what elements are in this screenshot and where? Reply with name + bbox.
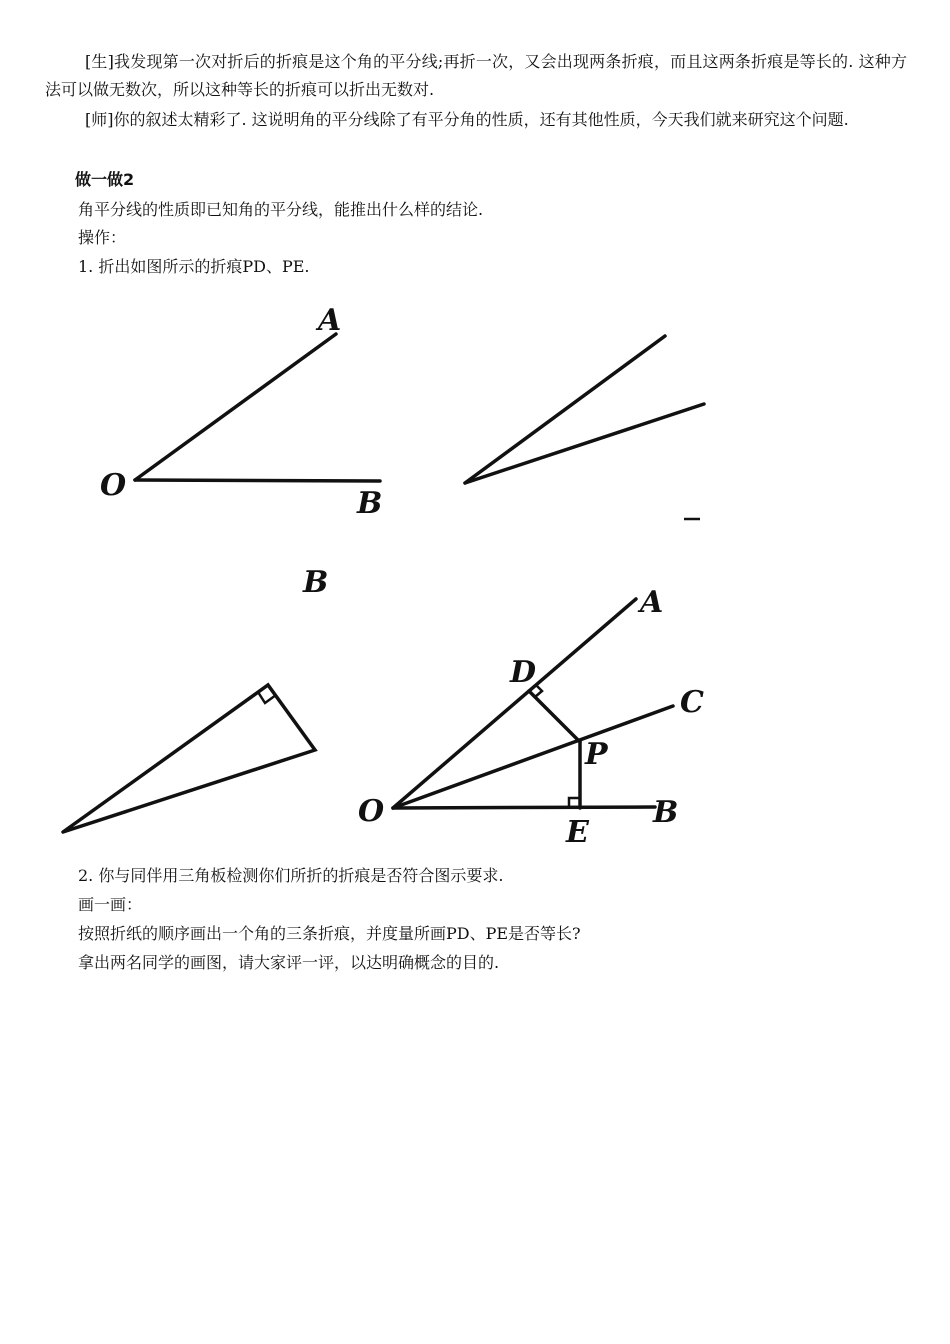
ray-ob	[393, 807, 655, 808]
step-2-line: 2. 你与同伴用三角板检测你们所折的折痕是否符合图示要求.	[78, 866, 504, 885]
folded-lower-edge	[465, 404, 704, 483]
label-p: P	[585, 737, 608, 772]
label-o: O	[358, 794, 385, 829]
draw-heading: 画一画：	[78, 895, 143, 914]
ray-oa	[393, 599, 636, 808]
draw-task-line: 按照折纸的顺序画出一个角的三条折痕，并度量所画PD、PE是否等长?	[78, 924, 581, 943]
bisector-oc	[393, 706, 673, 808]
teacher-paragraph: [师]你的叙述太精彩了. 这说明角的平分线除了有平分角的性质，还有其他性质，今天我们就来研究这个问题.	[85, 110, 849, 129]
intro-line: 角平分线的性质即已知角的平分线，能推出什么样的结论.	[78, 200, 484, 219]
section-heading: 做一做2	[75, 170, 135, 189]
label-o: O	[100, 468, 127, 503]
figure-bisector-perpendiculars	[0, 560, 950, 860]
right-angle-mark-d	[535, 685, 542, 697]
label-a: A	[640, 585, 664, 620]
label-e: E	[566, 815, 589, 850]
figure-folded-angle	[0, 290, 950, 530]
operation-label: 操作：	[78, 228, 127, 247]
folded-upper-edge	[465, 336, 665, 483]
segment-pd	[529, 691, 580, 742]
label-d: D	[510, 655, 537, 690]
label-b: B	[357, 486, 383, 521]
label-b: B	[653, 795, 679, 830]
label-c: C	[680, 685, 704, 720]
label-a: A	[318, 303, 342, 338]
step-1-line: 1. 折出如图所示的折痕PD、PE.	[78, 257, 310, 276]
label-partial-b: B	[303, 565, 329, 600]
review-line: 拿出两名同学的画图，请大家评一评，以达明确概念的目的.	[78, 953, 500, 972]
student-paragraph: [生]我发现第一次对折后的折痕是这个角的平分线;再折一次，又会出现两条折痕，而且这两条折痕是等长的. 这种方法可以做无数次，所以这种等长的折痕可以折出无数对.	[45, 52, 907, 99]
